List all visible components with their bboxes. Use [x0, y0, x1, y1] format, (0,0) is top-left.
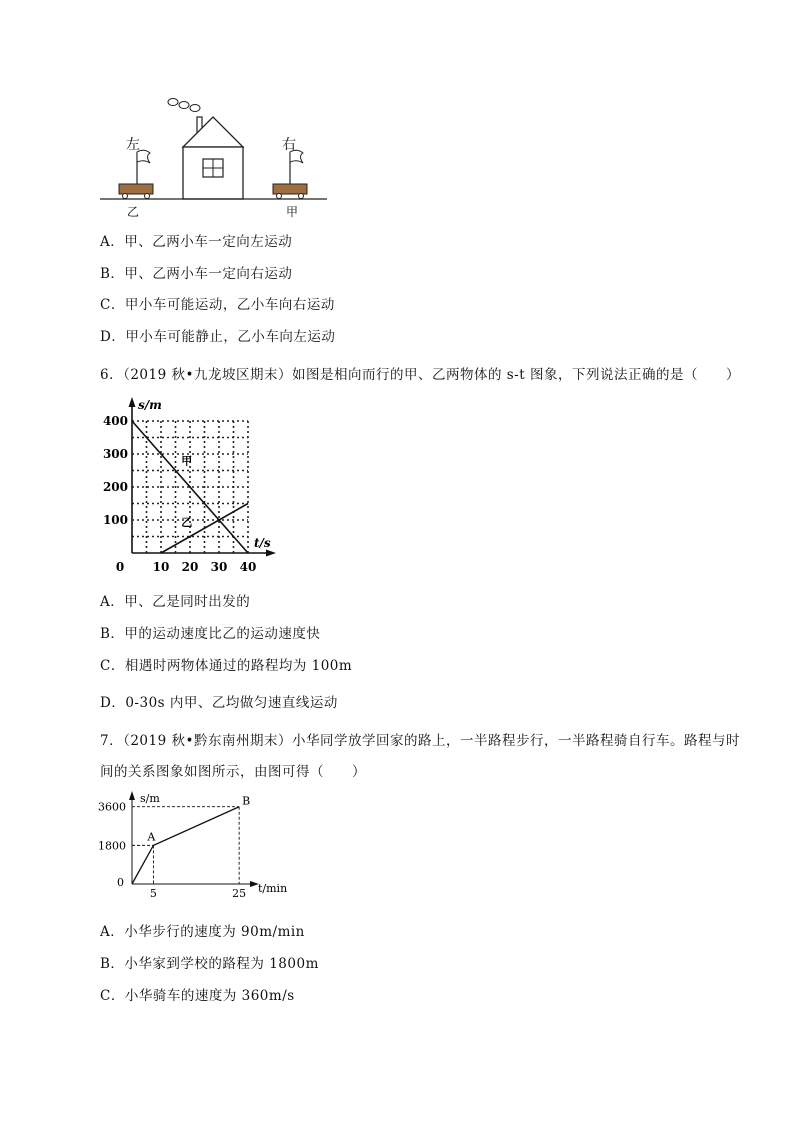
x-tick-label: 40	[239, 560, 257, 574]
y-tick-label: 100	[102, 513, 128, 527]
label-cart-left: 乙	[127, 205, 140, 219]
chart-q6-st-graph	[98, 393, 288, 578]
q7-option-b: B．小华家到学校的路程为 1800m	[100, 956, 319, 972]
q5-option-a: A．甲、乙两小车一定向左运动	[100, 234, 293, 250]
series-label-yi: 乙	[181, 515, 193, 529]
x-tick-label: 30	[210, 560, 228, 574]
x-tick-label: 5	[149, 887, 157, 900]
point-label-b: B	[242, 794, 251, 808]
q6-option-b: B．甲的运动速度比乙的运动速度快	[100, 626, 321, 642]
smoke-puff	[168, 99, 178, 106]
q7-option-a: A．小华步行的速度为 90m/min	[100, 924, 305, 940]
label-left: 左	[126, 137, 140, 153]
q7-stem-line2: 间的关系图象如图所示，由图可得（ ）	[100, 764, 366, 780]
y-tick-label: 1800	[98, 839, 126, 853]
y-tick-label: 3600	[98, 800, 126, 814]
y-tick-label: 400	[102, 414, 128, 428]
y-axis-label: s/m	[138, 398, 162, 412]
q6-stem: 6．（2019 秋•九龙坡区期末）如图是相向而行的甲、乙两物体的 s-t 图象，下列说法正确的是（ ）	[100, 367, 740, 383]
y-axis-arrow	[129, 397, 136, 407]
q5-option-b: B．甲、乙两小车一定向右运动	[100, 266, 293, 282]
y-axis-arrow	[129, 791, 135, 800]
label-cart-right: 甲	[286, 205, 299, 219]
y-tick-label: 200	[102, 480, 128, 494]
cart-right	[273, 184, 307, 194]
series-line-jia	[132, 421, 248, 553]
x-tick-label: 10	[152, 560, 170, 574]
chart-q7-st-graph	[98, 790, 288, 905]
q7-option-c: C．小华骑车的速度为 360m/s	[100, 988, 295, 1004]
q5-option-d: D．甲小车可能静止，乙小车向左运动	[100, 329, 336, 345]
cart-left	[119, 184, 153, 194]
point-label-a: A	[147, 830, 156, 844]
q6-option-c: C．相遇时两物体通过的路程均为 100m	[100, 658, 353, 674]
x-tick-label: 25	[232, 887, 247, 900]
house-roof	[183, 117, 243, 147]
q7-stem-line1: 7．（2019 秋•黔东南州期末）小华同学放学回家的路上，一半路程步行，一半路程骑自行车。路程与时	[100, 733, 740, 749]
x-tick-label: 20	[181, 560, 199, 574]
x-axis-label: t/min	[258, 882, 288, 895]
q6-option-d: D．0-30s 内甲、乙均做匀速直线运动	[100, 695, 338, 711]
x-axis-arrow	[266, 550, 276, 557]
label-right: 右	[282, 137, 296, 153]
smoke-puff	[190, 105, 200, 112]
series-line-yi	[161, 504, 248, 554]
q5-option-c: C．甲小车可能运动，乙小车向右运动	[100, 297, 335, 313]
x-tick-label: 0	[115, 560, 125, 574]
q6-option-a: A．甲、乙是同时出发的	[100, 594, 251, 610]
x-tick-label: 0	[117, 876, 124, 889]
smoke-puff	[179, 102, 189, 109]
y-tick-label: 300	[102, 447, 128, 461]
series-label-jia: 甲	[181, 454, 193, 468]
y-axis-label: s/m	[140, 792, 160, 805]
x-axis-label: t/s	[254, 536, 271, 550]
